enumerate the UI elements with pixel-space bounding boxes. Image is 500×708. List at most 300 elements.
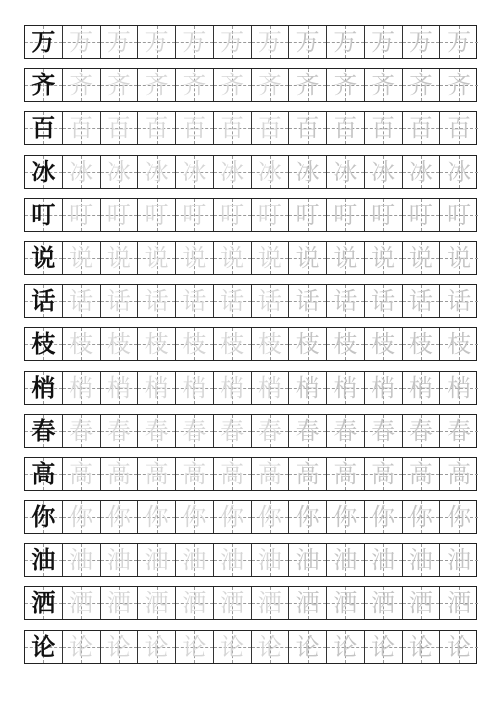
tracing-cell	[327, 501, 365, 533]
tracing-cell	[252, 372, 290, 404]
tracing-character: 百	[408, 114, 433, 143]
tracing-character: 油	[408, 546, 433, 575]
tracing-character: 万	[220, 28, 245, 56]
model-character-cell	[25, 69, 63, 101]
tracing-cell	[365, 415, 403, 447]
tracing-character: 论	[408, 632, 433, 661]
tracing-character: 齐	[408, 71, 433, 100]
model-character: 冰	[31, 157, 56, 186]
tracing-cell	[440, 544, 478, 576]
tracing-cell	[365, 328, 403, 360]
tracing-cell	[252, 544, 290, 576]
tracing-character: 你	[144, 503, 169, 532]
tracing-cell	[138, 544, 176, 576]
tracing-cell	[101, 544, 139, 576]
tracing-cell	[63, 415, 101, 447]
tracing-character: 春	[333, 416, 358, 445]
tracing-character: 梢	[106, 373, 131, 402]
tracing-cell	[252, 112, 290, 144]
tracing-cell	[176, 372, 214, 404]
tracing-character: 叮	[371, 200, 396, 229]
tracing-cell	[289, 458, 327, 490]
tracing-cell	[365, 112, 403, 144]
tracing-cell	[63, 26, 101, 58]
tracing-cell	[101, 26, 139, 58]
tracing-character: 万	[69, 28, 94, 56]
tracing-character: 话	[333, 287, 358, 316]
tracing-cell	[403, 112, 441, 144]
tracing-cell	[289, 69, 327, 101]
tracing-character: 高	[106, 459, 131, 488]
tracing-character: 话	[371, 287, 396, 316]
tracing-character: 说	[371, 243, 396, 272]
model-character-cell	[25, 372, 63, 404]
tracing-cell	[214, 328, 252, 360]
tracing-cell	[214, 26, 252, 58]
tracing-character: 冰	[106, 157, 131, 186]
model-character: 叮	[31, 200, 56, 229]
tracing-cell	[440, 69, 478, 101]
tracing-character: 说	[257, 243, 282, 272]
practice-row	[24, 457, 477, 491]
tracing-character: 齐	[371, 71, 396, 100]
tracing-character: 你	[371, 503, 396, 532]
tracing-character: 话	[408, 287, 433, 316]
tracing-cell	[289, 544, 327, 576]
tracing-character: 冰	[408, 157, 433, 186]
tracing-character: 齐	[144, 71, 169, 100]
tracing-character: 说	[69, 243, 94, 272]
practice-row	[24, 630, 477, 664]
tracing-cell	[63, 156, 101, 188]
tracing-cell	[252, 631, 290, 663]
model-character: 枝	[31, 330, 56, 359]
model-character-cell	[25, 26, 63, 58]
practice-grid	[24, 25, 477, 673]
tracing-cell	[440, 285, 478, 317]
model-character: 梢	[31, 373, 56, 402]
tracing-character: 你	[257, 503, 282, 532]
tracing-character: 枝	[106, 330, 131, 359]
model-character: 洒	[31, 589, 56, 618]
practice-row	[24, 198, 477, 232]
tracing-character: 冰	[182, 157, 207, 186]
tracing-cell	[289, 415, 327, 447]
tracing-character: 洒	[333, 589, 358, 618]
tracing-cell	[63, 285, 101, 317]
tracing-cell	[138, 372, 176, 404]
tracing-cell	[289, 285, 327, 317]
tracing-cell	[327, 69, 365, 101]
tracing-character: 话	[447, 287, 472, 316]
tracing-cell	[289, 372, 327, 404]
tracing-cell	[214, 199, 252, 231]
tracing-cell	[403, 458, 441, 490]
tracing-cell	[176, 26, 214, 58]
tracing-character: 你	[295, 503, 320, 532]
tracing-cell	[327, 156, 365, 188]
model-character: 你	[31, 503, 56, 532]
tracing-character: 高	[333, 459, 358, 488]
tracing-cell	[101, 69, 139, 101]
tracing-character: 说	[295, 243, 320, 272]
tracing-character: 春	[257, 416, 282, 445]
model-character: 百	[31, 114, 56, 143]
tracing-character: 春	[447, 416, 472, 445]
tracing-cell	[327, 415, 365, 447]
tracing-character: 枝	[333, 330, 358, 359]
tracing-character: 梢	[144, 373, 169, 402]
tracing-cell	[214, 501, 252, 533]
tracing-cell	[289, 112, 327, 144]
tracing-character: 洒	[295, 589, 320, 618]
tracing-character: 油	[144, 546, 169, 575]
tracing-cell	[101, 199, 139, 231]
tracing-cell	[101, 285, 139, 317]
tracing-cell	[63, 242, 101, 274]
tracing-character: 高	[408, 459, 433, 488]
tracing-cell	[176, 458, 214, 490]
tracing-character: 百	[144, 114, 169, 143]
tracing-character: 万	[182, 28, 207, 56]
tracing-character: 油	[295, 546, 320, 575]
tracing-character: 齐	[447, 71, 472, 100]
tracing-cell	[365, 26, 403, 58]
tracing-cell	[289, 242, 327, 274]
tracing-character: 说	[144, 243, 169, 272]
tracing-character: 论	[447, 632, 472, 661]
tracing-character: 齐	[69, 71, 94, 100]
tracing-cell	[252, 458, 290, 490]
tracing-character: 话	[144, 287, 169, 316]
model-character: 高	[31, 459, 56, 488]
model-character-cell	[25, 458, 63, 490]
tracing-cell	[252, 285, 290, 317]
tracing-character: 枝	[69, 330, 94, 359]
tracing-character: 百	[220, 114, 245, 143]
tracing-cell	[403, 372, 441, 404]
tracing-character: 百	[295, 114, 320, 143]
tracing-cell	[176, 112, 214, 144]
tracing-character: 叮	[69, 200, 94, 229]
tracing-character: 高	[371, 459, 396, 488]
model-character: 论	[31, 632, 56, 661]
tracing-character: 论	[144, 632, 169, 661]
tracing-character: 话	[106, 287, 131, 316]
tracing-cell	[138, 26, 176, 58]
tracing-character: 油	[182, 546, 207, 575]
tracing-character: 齐	[333, 71, 358, 100]
tracing-character: 说	[447, 243, 472, 272]
tracing-cell	[63, 587, 101, 619]
practice-row	[24, 327, 477, 361]
tracing-cell	[365, 285, 403, 317]
tracing-cell	[365, 631, 403, 663]
tracing-cell	[176, 631, 214, 663]
tracing-character: 论	[106, 632, 131, 661]
tracing-cell	[440, 112, 478, 144]
practice-row	[24, 241, 477, 275]
tracing-cell	[252, 199, 290, 231]
practice-row	[24, 68, 477, 102]
tracing-character: 百	[447, 114, 472, 143]
tracing-cell	[63, 112, 101, 144]
tracing-cell	[327, 242, 365, 274]
tracing-character: 万	[371, 28, 396, 56]
model-character: 说	[31, 243, 56, 272]
tracing-character: 说	[220, 243, 245, 272]
tracing-cell	[440, 587, 478, 619]
tracing-cell	[138, 501, 176, 533]
tracing-cell	[252, 501, 290, 533]
tracing-character: 冰	[69, 157, 94, 186]
tracing-cell	[63, 501, 101, 533]
tracing-cell	[63, 544, 101, 576]
tracing-character: 齐	[182, 71, 207, 100]
tracing-cell	[101, 415, 139, 447]
tracing-character: 万	[333, 28, 358, 56]
tracing-character: 冰	[257, 157, 282, 186]
tracing-character: 洒	[257, 589, 282, 618]
tracing-cell	[365, 199, 403, 231]
tracing-character: 说	[333, 243, 358, 272]
tracing-character: 冰	[333, 157, 358, 186]
tracing-character: 叮	[295, 200, 320, 229]
tracing-character: 叮	[408, 200, 433, 229]
model-character-cell	[25, 631, 63, 663]
tracing-character: 齐	[220, 71, 245, 100]
tracing-cell	[138, 458, 176, 490]
tracing-character: 油	[447, 546, 472, 575]
tracing-cell	[440, 199, 478, 231]
tracing-cell	[289, 501, 327, 533]
tracing-character: 洒	[144, 589, 169, 618]
tracing-cell	[176, 415, 214, 447]
tracing-character: 你	[220, 503, 245, 532]
tracing-character: 枝	[408, 330, 433, 359]
tracing-character: 高	[295, 459, 320, 488]
tracing-character: 百	[106, 114, 131, 143]
tracing-character: 春	[371, 416, 396, 445]
tracing-character: 叮	[220, 200, 245, 229]
tracing-cell	[365, 69, 403, 101]
tracing-cell	[252, 69, 290, 101]
tracing-character: 说	[408, 243, 433, 272]
tracing-cell	[214, 112, 252, 144]
tracing-cell	[327, 199, 365, 231]
tracing-cell	[403, 285, 441, 317]
tracing-character: 论	[182, 632, 207, 661]
tracing-character: 梢	[447, 373, 472, 402]
tracing-cell	[365, 587, 403, 619]
tracing-cell	[440, 631, 478, 663]
tracing-cell	[440, 328, 478, 360]
tracing-character: 论	[371, 632, 396, 661]
model-character-cell	[25, 328, 63, 360]
tracing-character: 齐	[106, 71, 131, 100]
tracing-cell	[214, 372, 252, 404]
tracing-cell	[101, 587, 139, 619]
practice-row	[24, 500, 477, 534]
tracing-character: 春	[106, 416, 131, 445]
tracing-cell	[176, 69, 214, 101]
tracing-character: 叮	[106, 200, 131, 229]
tracing-character: 叮	[182, 200, 207, 229]
tracing-character: 百	[182, 114, 207, 143]
tracing-cell	[138, 69, 176, 101]
tracing-character: 说	[106, 243, 131, 272]
tracing-cell	[365, 372, 403, 404]
tracing-character: 论	[333, 632, 358, 661]
tracing-cell	[138, 587, 176, 619]
practice-row	[24, 371, 477, 405]
tracing-cell	[138, 199, 176, 231]
tracing-cell	[327, 285, 365, 317]
tracing-character: 洒	[182, 589, 207, 618]
tracing-character: 话	[295, 287, 320, 316]
tracing-cell	[63, 458, 101, 490]
tracing-cell	[289, 328, 327, 360]
tracing-cell	[289, 156, 327, 188]
tracing-character: 春	[144, 416, 169, 445]
tracing-cell	[403, 26, 441, 58]
tracing-cell	[101, 372, 139, 404]
tracing-cell	[365, 156, 403, 188]
tracing-character: 论	[295, 632, 320, 661]
tracing-character: 春	[295, 416, 320, 445]
tracing-character: 说	[182, 243, 207, 272]
tracing-character: 梢	[257, 373, 282, 402]
model-character: 话	[31, 287, 56, 316]
tracing-character: 冰	[144, 157, 169, 186]
tracing-character: 齐	[295, 71, 320, 100]
tracing-character: 洒	[371, 589, 396, 618]
tracing-cell	[63, 372, 101, 404]
tracing-cell	[176, 285, 214, 317]
tracing-cell	[365, 544, 403, 576]
tracing-character: 高	[182, 459, 207, 488]
tracing-cell	[252, 242, 290, 274]
tracing-cell	[289, 26, 327, 58]
tracing-character: 洒	[220, 589, 245, 618]
tracing-character: 百	[371, 114, 396, 143]
tracing-character: 你	[447, 503, 472, 532]
tracing-cell	[403, 587, 441, 619]
tracing-cell	[176, 587, 214, 619]
tracing-character: 冰	[447, 157, 472, 186]
tracing-character: 万	[447, 28, 472, 56]
tracing-character: 叮	[257, 200, 282, 229]
tracing-character: 高	[447, 459, 472, 488]
tracing-character: 高	[220, 459, 245, 488]
tracing-character: 洒	[447, 589, 472, 618]
model-character: 万	[31, 28, 56, 56]
tracing-character: 春	[408, 416, 433, 445]
tracing-character: 百	[69, 114, 94, 143]
tracing-character: 油	[220, 546, 245, 575]
tracing-character: 冰	[371, 157, 396, 186]
tracing-character: 枝	[182, 330, 207, 359]
tracing-character: 话	[182, 287, 207, 316]
tracing-character: 梢	[69, 373, 94, 402]
tracing-character: 冰	[220, 157, 245, 186]
tracing-character: 梢	[371, 373, 396, 402]
tracing-cell	[327, 328, 365, 360]
tracing-cell	[101, 242, 139, 274]
tracing-cell	[63, 328, 101, 360]
tracing-cell	[138, 285, 176, 317]
tracing-character: 冰	[295, 157, 320, 186]
tracing-cell	[138, 242, 176, 274]
tracing-cell	[176, 328, 214, 360]
tracing-cell	[214, 587, 252, 619]
model-character: 齐	[31, 71, 56, 100]
tracing-character: 枝	[257, 330, 282, 359]
tracing-cell	[327, 587, 365, 619]
tracing-character: 油	[69, 546, 94, 575]
tracing-character: 枝	[144, 330, 169, 359]
model-character-cell	[25, 199, 63, 231]
tracing-character: 你	[408, 503, 433, 532]
tracing-character: 百	[257, 114, 282, 143]
tracing-character: 论	[220, 632, 245, 661]
tracing-character: 梢	[182, 373, 207, 402]
tracing-character: 你	[333, 503, 358, 532]
tracing-character: 万	[257, 28, 282, 56]
tracing-character: 梢	[408, 373, 433, 402]
tracing-character: 话	[69, 287, 94, 316]
tracing-cell	[365, 501, 403, 533]
tracing-cell	[440, 458, 478, 490]
tracing-cell	[176, 199, 214, 231]
model-character-cell	[25, 587, 63, 619]
tracing-character: 你	[182, 503, 207, 532]
practice-row	[24, 25, 477, 59]
model-character: 油	[31, 546, 56, 575]
tracing-cell	[176, 501, 214, 533]
tracing-cell	[440, 501, 478, 533]
tracing-character: 话	[257, 287, 282, 316]
tracing-cell	[214, 458, 252, 490]
tracing-cell	[289, 587, 327, 619]
tracing-character: 油	[371, 546, 396, 575]
tracing-cell	[403, 199, 441, 231]
tracing-cell	[289, 199, 327, 231]
tracing-character: 洒	[69, 589, 94, 618]
tracing-character: 论	[257, 632, 282, 661]
tracing-cell	[327, 544, 365, 576]
tracing-character: 枝	[220, 330, 245, 359]
tracing-cell	[176, 156, 214, 188]
tracing-character: 枝	[447, 330, 472, 359]
tracing-cell	[440, 156, 478, 188]
tracing-cell	[327, 26, 365, 58]
tracing-character: 梢	[220, 373, 245, 402]
tracing-cell	[138, 112, 176, 144]
tracing-character: 叮	[333, 200, 358, 229]
tracing-character: 油	[106, 546, 131, 575]
tracing-cell	[327, 458, 365, 490]
tracing-cell	[214, 415, 252, 447]
tracing-cell	[252, 156, 290, 188]
tracing-cell	[440, 26, 478, 58]
tracing-cell	[101, 631, 139, 663]
tracing-cell	[138, 328, 176, 360]
tracing-character: 高	[69, 459, 94, 488]
tracing-cell	[403, 544, 441, 576]
tracing-cell	[101, 501, 139, 533]
tracing-cell	[365, 458, 403, 490]
